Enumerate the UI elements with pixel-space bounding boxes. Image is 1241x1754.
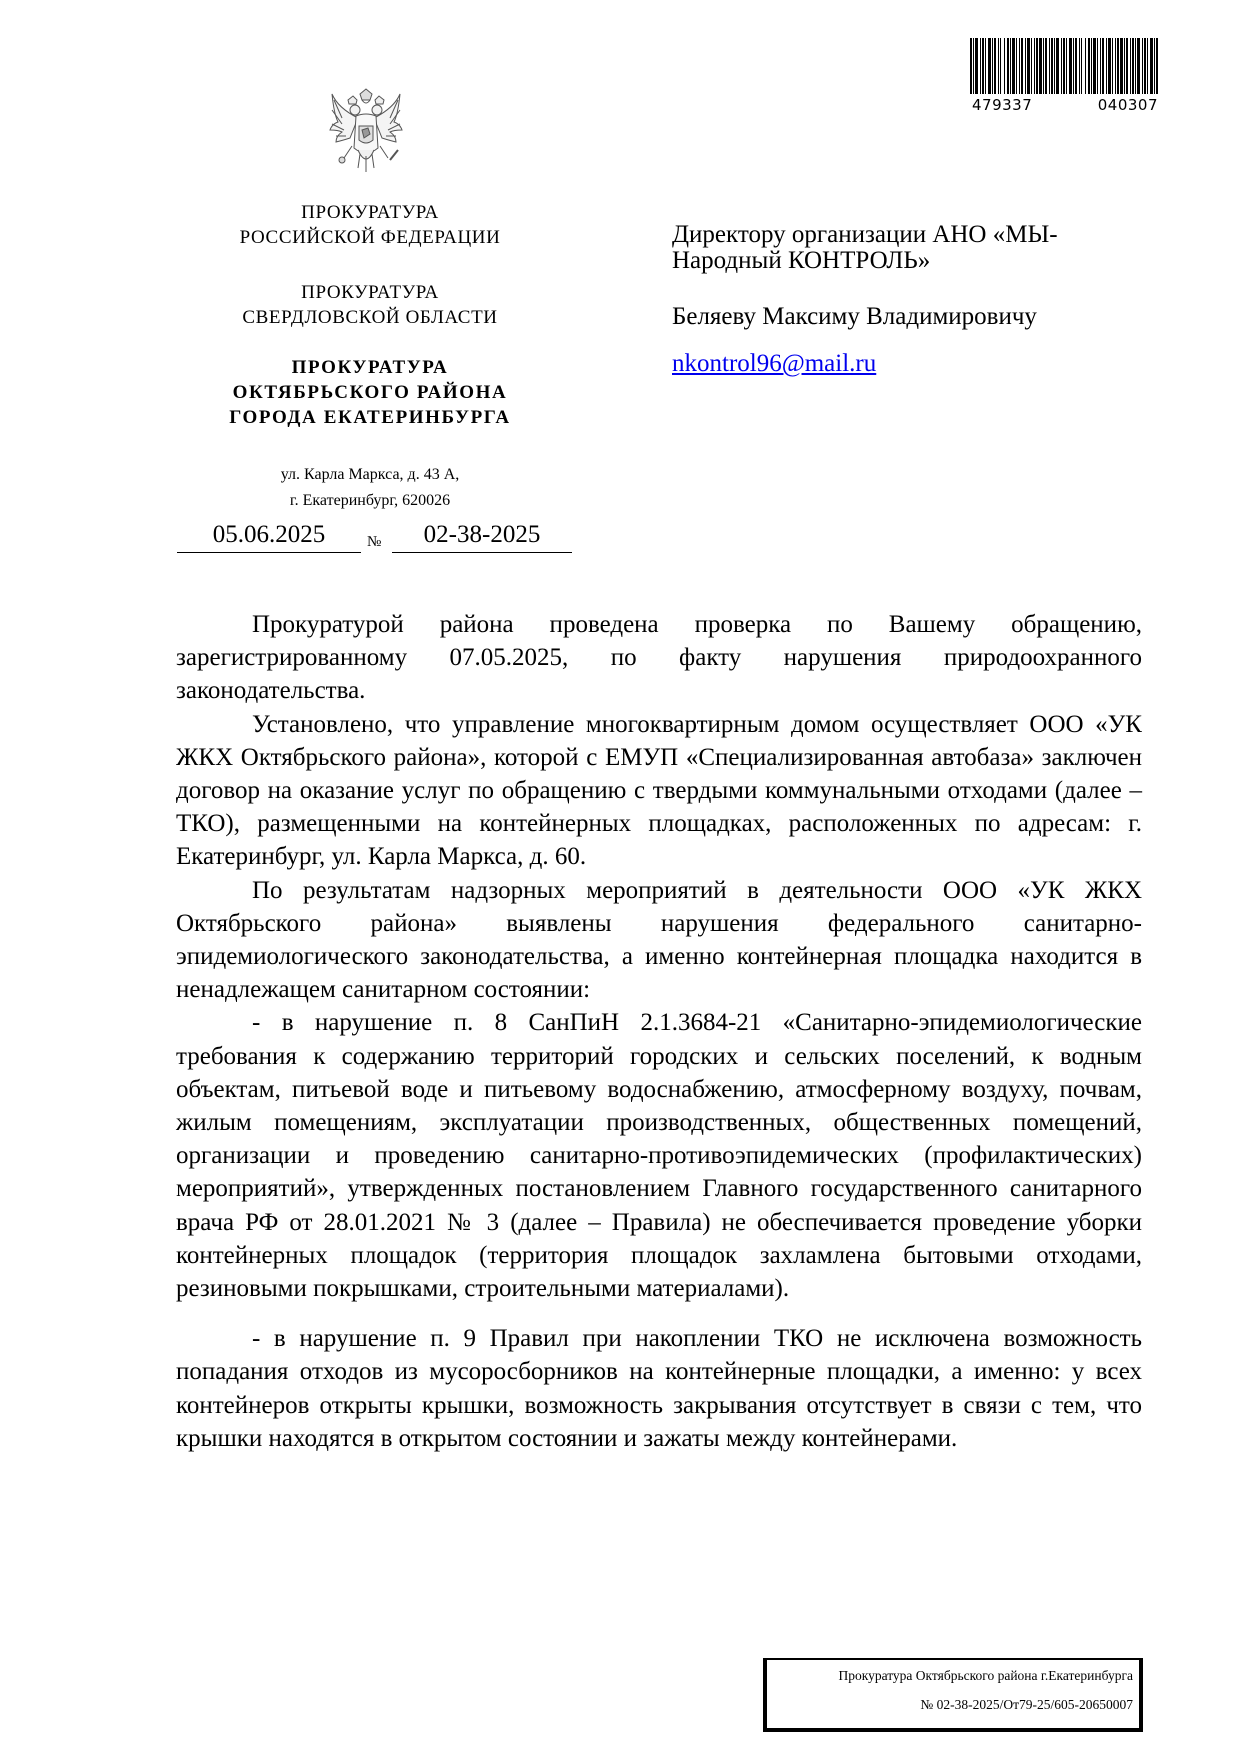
barcode-bar (1132, 38, 1134, 94)
sender-address-line: ул. Карла Маркса, д. 43 А, (280, 466, 460, 483)
barcode-bar (1135, 38, 1136, 94)
barcode (970, 38, 1160, 114)
barcode-bar (1088, 38, 1090, 94)
barcode-bar (1066, 38, 1067, 94)
barcode-bar (970, 38, 972, 94)
barcode-bar (1115, 38, 1116, 94)
barcode-left-number: 479337 (972, 96, 1033, 114)
barcode-bar (1012, 38, 1015, 94)
barcode-bar (982, 38, 984, 94)
barcode-bar (1007, 38, 1009, 94)
addressee-name: Беляеву Максиму Владимировичу (672, 303, 1037, 330)
org-regional (170, 280, 570, 330)
barcode-bar (1126, 38, 1128, 94)
barcode-bar (1039, 38, 1042, 94)
barcode-bar (1081, 38, 1082, 94)
barcode-bar (1137, 38, 1140, 94)
org-district-line: ПРОКУРАТУРА (291, 357, 449, 378)
registration-stamp (763, 1658, 1143, 1732)
barcode-bar (1097, 38, 1098, 94)
addressee-title-line: Директору организации АНО «МЫ- (672, 221, 1058, 248)
barcode-bar (1075, 38, 1077, 94)
org-regional-line: СВЕРДЛОВСКОЙ ОБЛАСТИ (242, 307, 498, 328)
barcode-bar (992, 38, 993, 94)
barcode-bar (1004, 38, 1005, 94)
barcode-bar (1051, 38, 1053, 94)
number-sign: № (367, 534, 382, 550)
barcode-bar (975, 38, 978, 94)
barcode-bar (1054, 38, 1055, 94)
sender-address (170, 462, 570, 514)
barcode-bar (985, 38, 986, 94)
org-district-line: ОКТЯБРЬСКОГО РАЙОНА (232, 382, 508, 403)
barcode-bar (1091, 38, 1092, 94)
barcode-bar (1016, 38, 1017, 94)
barcode-bar (994, 38, 996, 94)
barcode-bar (980, 38, 981, 94)
letter-date: 05.06.2025 (177, 518, 361, 553)
body-paragraph: По результатам надзорных мероприятий в деятельности ООО «УК ЖКХ Октябрьского района» выявлены нарушения федерального санитарно-эпидемиологического законодательства, а именно контейнерная площадка находится в ненадлежащем санитарном состоянии: (176, 876, 1142, 1004)
barcode-bar (1043, 38, 1044, 94)
barcode-bar (1069, 38, 1072, 94)
barcode-bar (973, 38, 974, 94)
barcode-numbers (970, 96, 1160, 114)
barcode-bar (1025, 38, 1026, 94)
addressee-email-link[interactable]: nkontrol96@mail.ru (672, 350, 877, 377)
body-paragraph: Установлено, что управление многоквартирным домом осуществляет ООО «УК ЖКХ Октябрьского района», которой с ЕМУП «Специализированная автобаза» заключен договор на оказание услуг по обращению с твердыми коммунальными отходами (далее – ТКО), размещенными на контейнерных площадках, расположенных по адресам: г. Екатеринбург, ул. Карла Маркса, д. 60. (176, 710, 1142, 871)
violation-item: - в нарушение п. 8 СанПиН 2.1.3684-21 «Санитарно-эпидемиологические требования к содержанию территорий городских и сельских поселений, к водным объектам, питьевой воде и питьевому водоснабжению, атмосферному воздуху, почвам, жилым помещениям, эксплуатации производственных, общественных помещений, организации и проведению санитарно-противоэпидемических (профилактических) мероприятий», утвержденных постановлением Главного государственного санитарного врача РФ от 28.01.2021 № 3 (далее – Правила) не обеспечивается проведение уборки контейнерных площадок (территория площадок захламлена бытовыми отходами, резиновыми покрышками, строительными материалами). (176, 1009, 1142, 1303)
barcode-bar (1117, 38, 1119, 94)
barcode-bar (1102, 38, 1104, 94)
body-paragraph: Прокуратурой района проведена проверка по Вашему обращению, зарегистрированному 07.05.2025, по факту нарушения природоохранного законодательства. (176, 611, 1142, 705)
barcode-bar (1130, 38, 1131, 94)
org-federal (170, 200, 570, 250)
sender-address-line: г. Екатеринбург, 620026 (289, 492, 451, 509)
barcode-bar (1079, 38, 1080, 94)
stamp-organization: Прокуратура Октябрьского района г.Екатеринбурга (838, 1668, 1133, 1683)
barcode-bar (988, 38, 991, 94)
addressee-block (672, 222, 1152, 379)
org-federal-line: ПРОКУРАТУРА (301, 202, 439, 223)
barcode-bar (1106, 38, 1107, 94)
addressee-title-line: Народный КОНТРОЛЬ» (672, 247, 931, 274)
barcode-bar (1120, 38, 1123, 94)
barcode-bar (1045, 38, 1047, 94)
barcode-bar (1031, 38, 1032, 94)
barcode-bar (1154, 38, 1155, 94)
barcode-bar (998, 38, 999, 94)
barcode-bar (1061, 38, 1062, 94)
barcode-bar (1112, 38, 1113, 94)
barcode-right-number: 040307 (1097, 96, 1158, 114)
barcode-bar (1150, 38, 1153, 94)
barcode-bar (1027, 38, 1030, 94)
letter-number: 02-38-2025 (392, 518, 572, 553)
org-district (170, 355, 570, 430)
barcode-bar (1000, 38, 1001, 94)
stamp-reg-number: № 02-38-2025/От79-25/605-20650007 (920, 1697, 1133, 1712)
barcode-bar (1142, 38, 1143, 94)
barcode-bar (1073, 38, 1074, 94)
barcode-bar (1021, 38, 1023, 94)
org-district-line: ГОРОДА ЕКАТЕРИНБУРГА (229, 407, 511, 428)
barcode-bar (1085, 38, 1086, 94)
barcode-bar (1049, 38, 1050, 94)
barcode-bar (1019, 38, 1020, 94)
violation-item: - в нарушение п. 9 Правил при накоплении ТКО не исключена возможность попадания отходов из мусоросборников на контейнерные площадки, а именно: у всех контейнеров открыты крышки, возможность закрывания отсутствует в связи с тем, что крышки находятся в открытом состоянии и зажаты между контейнерами. (176, 1325, 1142, 1452)
org-federal-line: РОССИЙСКОЙ ФЕДЕРАЦИИ (239, 227, 501, 248)
barcode-bar (1124, 38, 1125, 94)
letter-body (176, 608, 1142, 1455)
date-number-row (177, 518, 577, 558)
barcode-bars (970, 38, 1160, 94)
org-regional-line: ПРОКУРАТУРА (301, 282, 439, 303)
barcode-bar (1147, 38, 1148, 94)
barcode-bar (1056, 38, 1059, 94)
barcode-bar (1108, 38, 1111, 94)
russian-coat-of-arms-icon (328, 88, 404, 178)
barcode-bar (1100, 38, 1101, 94)
barcode-bar (1144, 38, 1146, 94)
barcode-bar (1034, 38, 1035, 94)
barcode-bar (1093, 38, 1096, 94)
addressee-title (672, 222, 1152, 274)
barcode-bar (1063, 38, 1065, 94)
barcode-bar (1156, 38, 1158, 94)
barcode-bar (1010, 38, 1011, 94)
barcode-bar (1036, 38, 1038, 94)
